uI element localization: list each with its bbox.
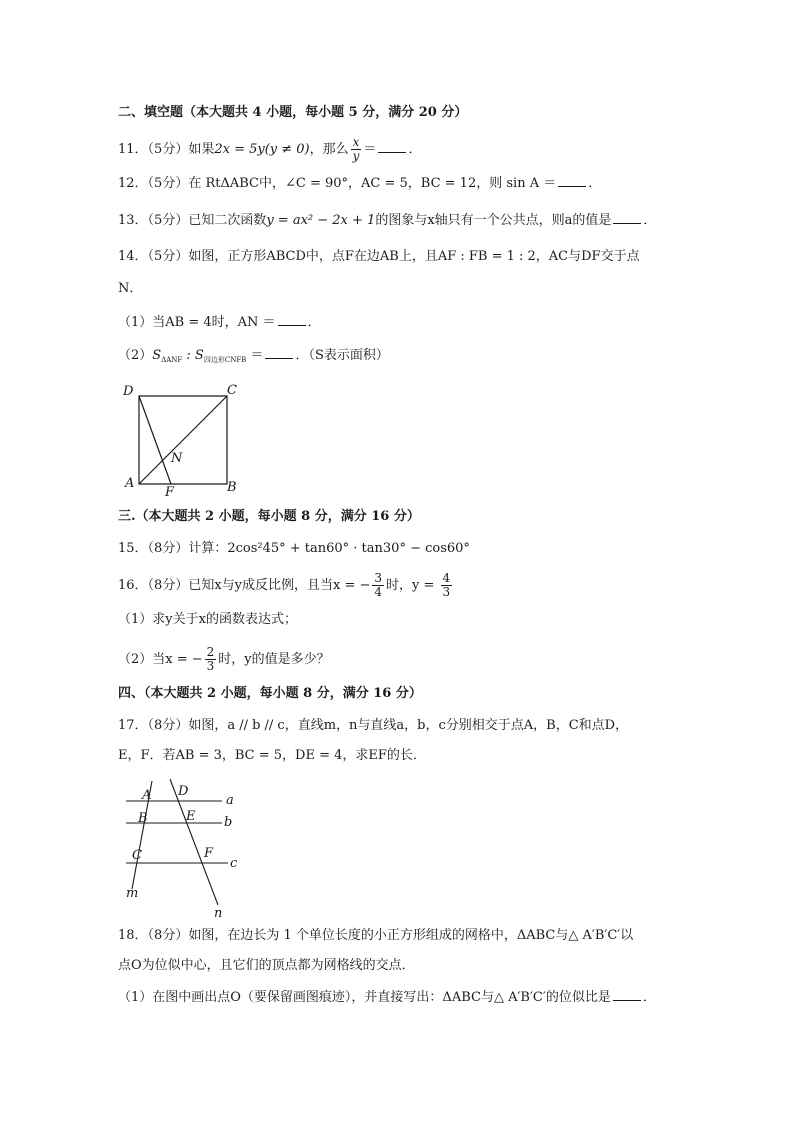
q11-answer-blank[interactable]: [378, 140, 406, 153]
q13-function: y = ax² − 2x + 1: [266, 213, 376, 228]
q16-prefix: 16．（8分）已知x与y成反比例，且当x = −: [118, 578, 371, 593]
label-e-point: E: [186, 809, 196, 824]
q16-x-den: 4: [374, 585, 383, 599]
q11-equals: ＝: [363, 142, 377, 157]
q11-fraction: [351, 136, 362, 163]
q16-fraction-x: [372, 572, 384, 599]
segment-df: [139, 396, 171, 484]
question-14-part1: [118, 313, 321, 333]
section-heading-3: 三.（本大题共 2 小题，每小题 8 分，满分 16 分）: [118, 509, 420, 524]
q14-part2-end: ．（S表示面积）: [295, 348, 389, 363]
q16-mid: 时，y =: [386, 578, 439, 593]
q13-body: 的图象与x轴只有一个公共点，则a的值是: [375, 213, 612, 228]
q11-mid: ，那么: [309, 142, 349, 157]
label-d-point: D: [178, 784, 189, 799]
q12-body: ∠C = 90°，AC = 5，BC = 12，则 sin A ＝: [284, 176, 557, 191]
q11-condition: 2x = 5y(y ≠ 0): [214, 142, 310, 157]
q16-fraction-x2: [205, 646, 217, 673]
question-18-line2: 点O为位似中心，且它们的顶点都为网格线的交点．: [118, 958, 415, 973]
q14-part1-end: ．: [307, 315, 321, 330]
section-heading-fill-in: 二、填空题（本大题共 4 小题，每小题 5 分，满分 20 分）: [118, 105, 468, 120]
q14-part2-label: （2）: [118, 348, 153, 363]
question-16: [118, 572, 454, 599]
question-12: [118, 174, 601, 194]
question-18-line1: 18．（8分）如图，在边长为 1 个单位长度的小正方形组成的网格中，ΔABC与△ A′B′C′以: [118, 928, 634, 943]
label-a-point: A: [142, 788, 152, 803]
question-17-line2: E，F．若AB = 3，BC = 5，DE = 4，求EF的长．: [118, 748, 426, 763]
q18-part1-text: （1）在图中画出点O（要保留画图痕迹），并直接写出：ΔABC与△ A′B′C′的位似比是: [118, 990, 611, 1005]
label-f: F: [165, 485, 175, 498]
label-line-m: m: [126, 886, 139, 901]
q14-area-sub1: ΔANF: [161, 356, 183, 364]
q14-area-s1: S: [152, 348, 162, 363]
q13-end: ．: [643, 213, 657, 228]
question-11: [118, 136, 421, 163]
square-abcd-figure: [115, 380, 250, 498]
question-16-part2: [118, 646, 330, 673]
question-13: [118, 211, 656, 231]
q14-part1-blank[interactable]: [278, 313, 306, 326]
q12-end: ．: [588, 176, 602, 191]
label-b-point: B: [138, 811, 148, 826]
q14-part1-text: （1）当AB = 4时，AN ＝: [118, 315, 276, 330]
question-14-line1: 14．（5分）如图，正方形ABCD中，点F在边AB上，且AF : FB = 1 : 2，AC与DF交于点: [118, 249, 640, 264]
q16-y-den: 3: [442, 585, 451, 599]
q12-answer-blank[interactable]: [558, 174, 586, 187]
question-14-part2: [118, 346, 389, 370]
q11-denominator: y: [352, 149, 360, 163]
q11-numerator: x: [352, 135, 360, 149]
label-line-n: n: [214, 906, 223, 920]
q14-area-s2: : S: [182, 348, 204, 363]
label-f-point: F: [204, 846, 214, 861]
label-line-a: a: [226, 793, 234, 808]
q18-answer-blank[interactable]: [613, 988, 641, 1001]
diagonal-ac: [139, 396, 227, 484]
q11-prefix: 11．（5分）如果: [118, 142, 215, 157]
label-b: B: [227, 480, 237, 495]
q13-prefix: 13．（5分）已知二次函数: [118, 213, 267, 228]
question-18-part1: [118, 988, 656, 1008]
question-16-part1: （1）求y关于x的函数表达式；: [118, 612, 297, 627]
q16-x2-den: 3: [206, 659, 215, 673]
question-15: 15．（8分）计算：2cos²45° + tan60° · tan30° − cos60°: [118, 541, 470, 556]
label-line-c: c: [230, 856, 238, 871]
q14-area-sub2: 四边形CNFB: [203, 356, 247, 364]
label-n: N: [171, 451, 183, 466]
q13-answer-blank[interactable]: [613, 211, 641, 224]
q16-x2-num: 2: [206, 645, 215, 659]
q18-end: ．: [642, 990, 656, 1005]
q11-end: ．: [408, 142, 422, 157]
label-d: D: [123, 384, 134, 399]
q12-prefix: 12．（5分）在 RtΔABC中，: [118, 176, 285, 191]
question-14-line2: N．: [118, 281, 143, 296]
parallel-lines-figure: [118, 775, 253, 920]
label-a: A: [125, 476, 135, 491]
section-heading-4: 四、（本大题共 2 小题，每小题 8 分，满分 16 分）: [118, 686, 422, 701]
q16-part2-end: 时，y的值是多少？: [218, 652, 330, 667]
q16-y-num: 4: [442, 571, 451, 585]
label-line-b: b: [224, 815, 233, 830]
q16-x-num: 3: [374, 571, 383, 585]
label-c: C: [227, 383, 237, 398]
q14-part2-blank[interactable]: [265, 346, 293, 359]
question-17-line1: 17．（8分）如图，a // b // c，直线m，n与直线a，b，c分别相交于点A，B，C和点D，: [118, 718, 629, 733]
q14-area-eq: ＝: [246, 348, 264, 363]
q16-fraction-y: [441, 572, 453, 599]
q16-part2-prefix: （2）当x = −: [118, 652, 203, 667]
label-c-point: C: [132, 848, 142, 863]
